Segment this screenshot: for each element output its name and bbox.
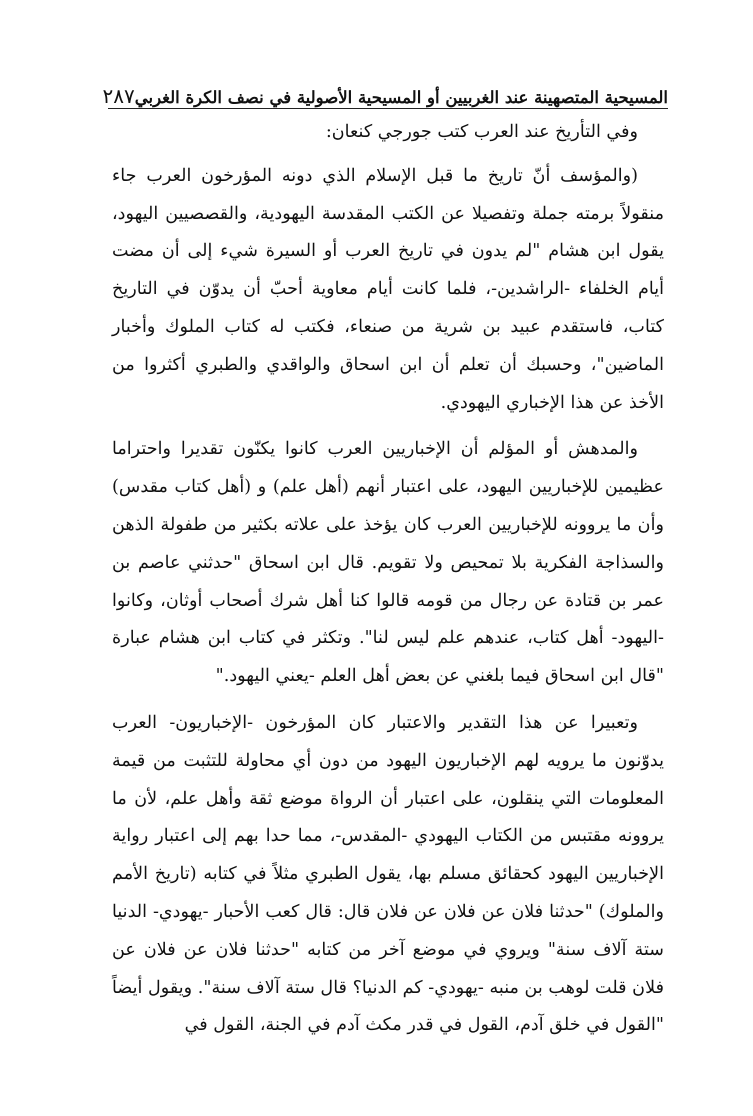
paragraph: وتعبيرا عن هذا التقدير والاعتبار كان المؤرخون -الإخباريون- العرب يدوّنون ما يرويه لهم الإخباريون اليهود من دون أي محاولة للتثبت من قيمة المعلومات التي ينقلون، على اعتبار أن الرواة موضع ثقة وأهل علم، لأن ما يروونه مقتبس من الكتاب اليهودي -المقدس-، مما حدا بهم إلى اعتبار رواية الإخباريين اليهود كحقائق مسلم بها، يقول الطبري مثلاً في كتابه (تاريخ الأمم والملوك) "حدثنا فلان عن فلان عن فلان قال: قال كعب الأحبار -يهودي- الدنيا ستة آلاف سنة" ويروي في موضع آخر من كتابه "حدثنا فلان عن فلان عن فلان قلت لوهب بن منبه -يهودي- كم الدنيا؟ قال ستة آلاف سنة". ويقول أيضاً "القول في خلق آدم، القول في قدر مكث آدم في الجنة، القول في bbox=[112, 712, 664, 1036]
paragraph: والمدهش أو المؤلم أن الإخباريين العرب كانوا يكنّون تقديرا واحتراما عظيمين للإخباريين اليهود، على اعتبار أنهم (أهل علم) و (أهل كتاب مقدس) وأن ما يروونه للإخباريين العرب كان يؤخذ على علاته بكثير من طفولة الذهن والسذاجة الفكرية بلا تمحيص ولا تقويم. قال ابن اسحاق "حدثني عاصم بن عمر بن قتادة عن رجال من قومه قالوا كنا أهل شرك أصحاب أوثان، وكانوا -اليهود- أهل كتاب، عندهم علم ليس لنا". وتكثر في كتاب ابن هشام عبارة "قال ابن اسحاق فيما بلغني عن بعض أهل العلم -يعني اليهود." bbox=[112, 439, 664, 687]
paragraph-quote-start: (والمؤسف أنّ تاريخ ما قبل الإسلام الذي دونه المؤرخون العرب جاء منقولاً برمته جملة وتفصيلا عن الكتب المقدسة اليهودية، والقصصيين اليهود، يقول ابن هشام "لم يدون في تاريخ العرب أو السيرة شيء إلى أن مضت أيام الخلفاء -الراشدين-، فلما كانت أيام معاوية أحبّ أن يدوّن في التاريخ كتاب، فاستقدم عبيد بن شرية من صنعاء، فكتب له كتاب الملوك وأخبار الماضين"، وحسبك أن تعلم أن ابن اسحاق والواقدي والطبري أكثروا من الأخذ عن هذا الإخباري اليهودي. bbox=[112, 165, 664, 413]
body-text bbox=[112, 114, 664, 1054]
running-header-title: المسيحية المتصهينة عند الغربيين أو المسيحية الأصولية في نصف الكرة الغربي bbox=[134, 87, 668, 107]
running-header bbox=[102, 70, 668, 108]
paragraph-intro: وفي التأريخ عند العرب كتب جورجي كنعان: bbox=[325, 122, 638, 142]
header-divider bbox=[108, 108, 668, 109]
page-number: ٢٨٧ bbox=[102, 84, 135, 108]
